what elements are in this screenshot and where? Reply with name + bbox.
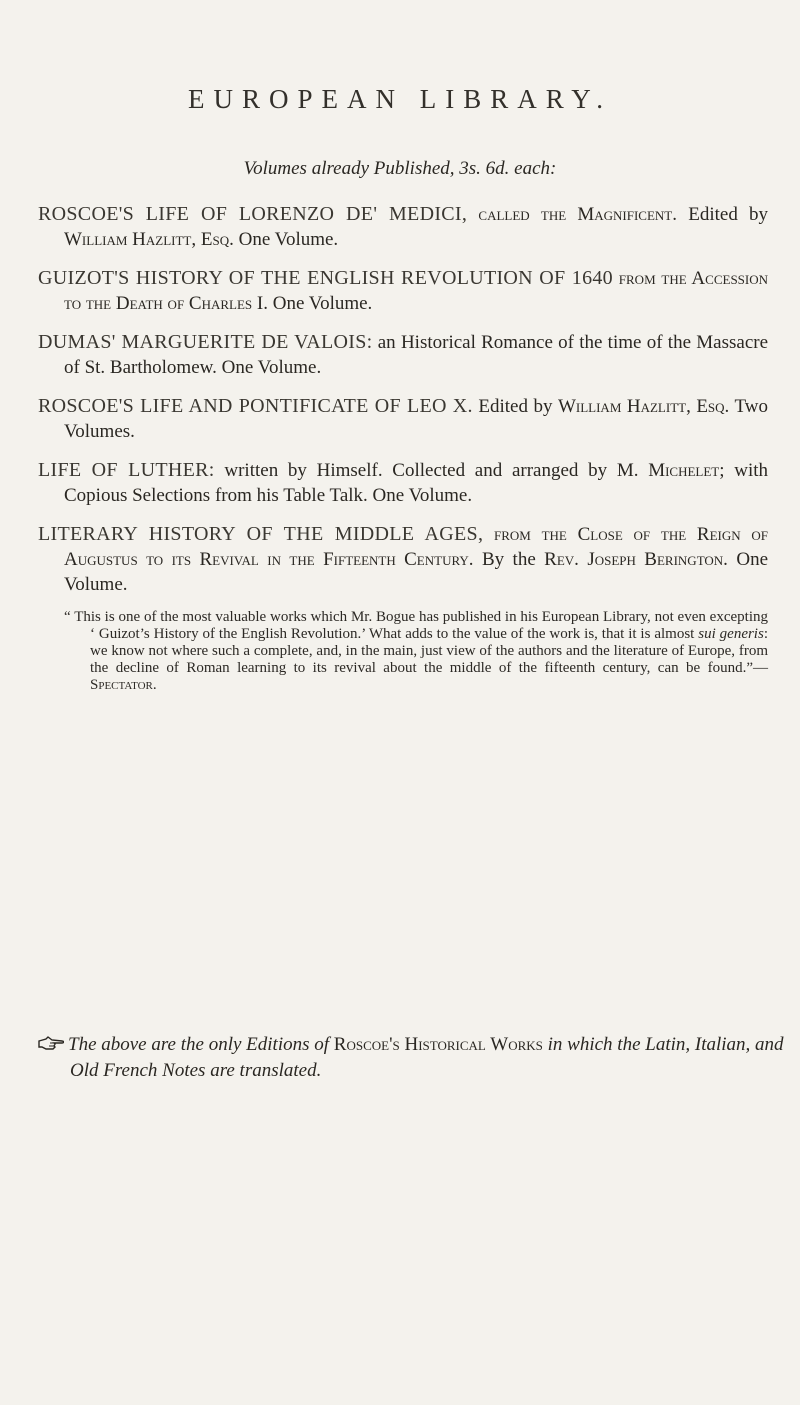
book-entry-luther [38, 458, 768, 508]
book-volumes: One Volume. [372, 485, 473, 506]
edited-by-label: Edited by [478, 396, 553, 417]
book-title: LITERARY HISTORY OF THE MIDDLE AGES, [38, 523, 484, 545]
editions-note [38, 1032, 798, 1084]
book-entry-middle-ages [38, 522, 768, 694]
book-subtitle: from the Close of the Reign of Augustus to its Revival in the Fifteenth Century. [64, 524, 768, 570]
book-description: an Historical Romance of the time of the Massacre of St. Bartholomew. [64, 332, 769, 378]
quote-text-continued: : we know not where such a complete, and, in the main, just view of the authors and the literature of Europe, from the decline of Roman learning to its revival about the middle of the fifteenth century, can be found.”— [90, 626, 768, 676]
note-text: The above are the only Editions of [68, 1034, 330, 1055]
book-list [38, 202, 768, 708]
book-volumes: One Volume. [238, 229, 339, 250]
book-editor: William Hazlitt, Esq. [557, 396, 730, 417]
note-text-continued: in which the Latin, Italian, and Old French Notes are translated. [70, 1034, 784, 1081]
edited-by-label: By the [481, 549, 536, 570]
book-description-2: with Copious Selections from his Table Talk. [64, 460, 769, 506]
book-title: ROSCOE'S LIFE AND PONTIFICATE OF LEO X. [38, 395, 473, 417]
book-subtitle: from the Accession to the Death of Charles I. [64, 268, 769, 314]
book-description: written by Himself. Collected and arranged by [224, 460, 608, 481]
book-title: DUMAS' MARGUERITE DE VALOIS: [38, 331, 373, 353]
quote-text: “ This is one of the most valuable works which Mr. Bogue has published in his European Library, not even excepting ‘ Guizot’s History of the English Revolution.’ What adds to the value of the work is, that it is almost [64, 609, 768, 642]
book-volumes: One Volume. [64, 549, 768, 595]
note-works-title: Roscoe's Historical Works [333, 1034, 543, 1055]
book-title: LIFE OF LUTHER: [38, 459, 215, 481]
review-quote [64, 609, 768, 694]
book-volumes: Two Volumes. [64, 396, 768, 442]
book-title: GUIZOT'S HISTORY OF THE ENGLISH REVOLUTION OF 1640 [38, 267, 613, 289]
book-volumes: One Volume. [221, 357, 322, 378]
quote-italic-term: sui generis [698, 626, 764, 642]
book-editor: M. Michelet; [616, 460, 725, 481]
book-volumes: One Volume. [272, 293, 373, 314]
book-editor: Rev. Joseph Berington. [544, 549, 728, 570]
book-subtitle: called the Magnificent. [478, 204, 677, 225]
book-title: ROSCOE'S LIFE OF LORENZO DE' MEDICI, [38, 203, 468, 225]
page-subtitle: Volumes already Published, 3s. 6d. each: [243, 158, 557, 179]
book-entry-dumas [38, 330, 768, 380]
pointing-hand-icon [38, 1032, 68, 1058]
quote-source: Spectator. [90, 677, 157, 693]
book-entry-guizot [38, 266, 768, 316]
book-entry-leo-x [38, 394, 768, 444]
edited-by-label: Edited by [688, 204, 769, 225]
book-entry-lorenzo [38, 202, 768, 252]
book-editor: William Hazlitt, Esq. [64, 229, 234, 250]
page-title: EUROPEAN LIBRARY. [187, 84, 613, 114]
